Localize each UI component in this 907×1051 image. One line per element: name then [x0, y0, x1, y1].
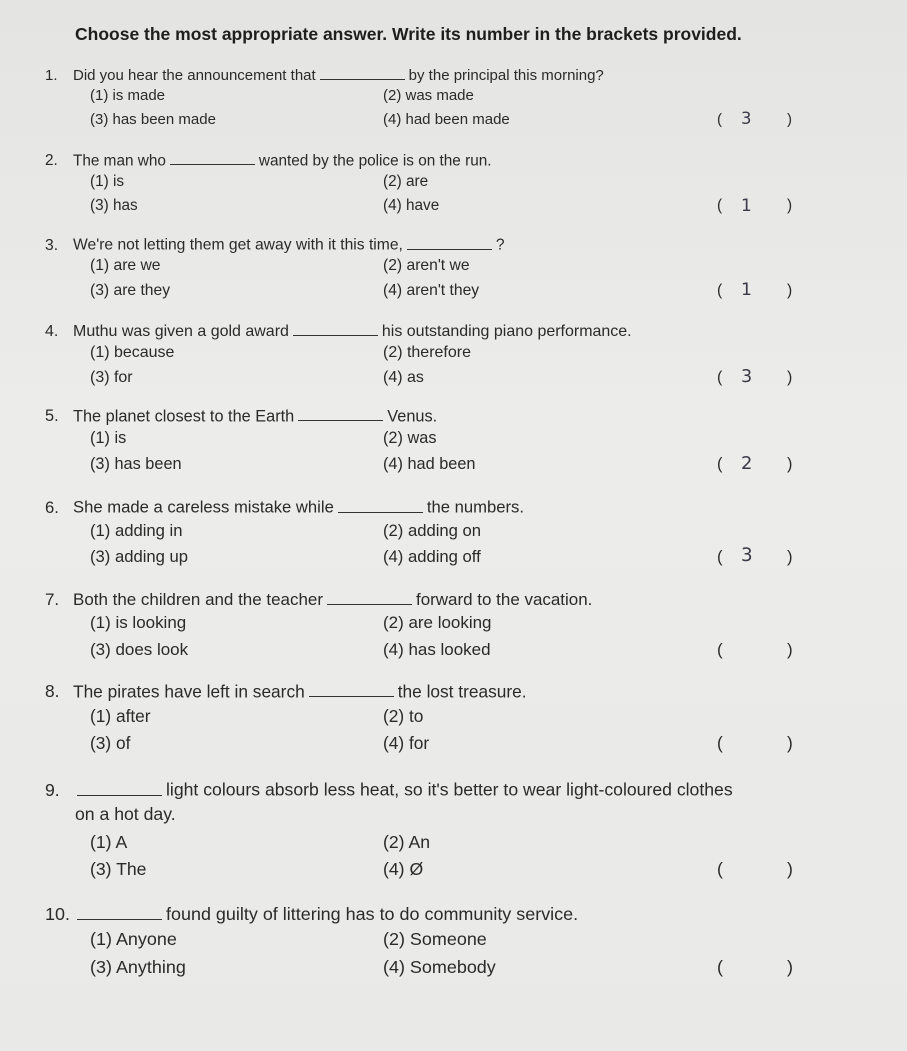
option-2: (2) to — [383, 705, 424, 726]
answer-blank — [320, 64, 405, 80]
option-1: (1) is looking — [90, 613, 187, 633]
handwritten-answer: 3 — [741, 366, 753, 387]
bracket-open: ( — [717, 956, 723, 977]
option-1: (1) because — [90, 343, 175, 361]
handwritten-answer: 1 — [741, 194, 752, 215]
question-stem — [45, 495, 524, 518]
option-1: (1) A — [90, 831, 128, 852]
stem-before: We're not letting them get away with it this time, — [73, 236, 403, 254]
option-3: (3) of — [90, 732, 131, 753]
option-2: (2) was made — [383, 87, 474, 105]
answer-blank — [170, 149, 255, 165]
bracket-open: ( — [717, 196, 723, 214]
handwritten-answer: 1 — [741, 279, 752, 300]
option-2: (2) aren't we — [383, 257, 470, 275]
question-number: 3. — [45, 236, 59, 254]
bracket-close: ) — [787, 546, 793, 566]
option-2: (2) therefore — [383, 343, 471, 361]
question-number: 10. — [45, 903, 70, 924]
option-3: (3) has been — [90, 454, 182, 473]
handwritten-answer: 2 — [741, 452, 753, 474]
option-3: (3) adding up — [90, 546, 189, 566]
option-3: (3) does look — [90, 639, 189, 659]
question-number: 7. — [45, 589, 60, 609]
option-4: (4) for — [383, 732, 430, 753]
question-stem — [45, 319, 632, 341]
stem-after: the lost treasure. — [397, 681, 527, 702]
stem-continuation: on a hot day. — [75, 804, 176, 825]
bracket-close: ) — [787, 110, 792, 128]
stem-after: ? — [495, 236, 505, 254]
stem-before: Muthu was given a gold award — [73, 322, 289, 340]
bracket-open: ( — [717, 546, 723, 566]
question-stem — [45, 901, 578, 925]
option-3: (3) The — [90, 859, 147, 880]
answer-blank — [293, 319, 378, 336]
handwritten-answer: 3 — [741, 108, 752, 128]
stem-after: his outstanding piano performance. — [381, 322, 632, 340]
bracket-close: ) — [787, 196, 793, 214]
bracket-open: ( — [717, 281, 723, 299]
stem-before: The pirates have left in search — [73, 681, 305, 702]
bracket-open: ( — [717, 110, 722, 128]
option-3: (3) has been made — [90, 110, 216, 128]
bracket-open: ( — [717, 732, 723, 753]
question-number: 9. — [45, 779, 60, 800]
stem-after: light colours absorb less heat, so it's better to wear light-coloured clothes — [166, 779, 733, 800]
option-4: (4) Somebody — [383, 956, 496, 977]
stem-after: forward to the vacation. — [416, 589, 593, 609]
stem-before: Both the children and the teacher — [73, 589, 323, 609]
question-number: 4. — [45, 322, 59, 340]
option-1: (1) is — [90, 172, 125, 190]
question-stem — [45, 777, 733, 801]
question-stem — [45, 233, 505, 255]
answer-blank — [77, 777, 162, 796]
bracket-open: ( — [717, 454, 723, 473]
bracket-close: ) — [787, 639, 793, 659]
option-4: (4) have — [383, 196, 440, 214]
question-number: 2. — [45, 152, 58, 170]
option-3: (3) for — [90, 368, 133, 386]
question-stem — [45, 64, 604, 84]
option-2: (2) Someone — [383, 928, 487, 949]
option-4: (4) aren't they — [383, 281, 480, 299]
question-stem — [45, 404, 437, 426]
option-3: (3) are they — [90, 281, 171, 299]
question-number: 8. — [45, 681, 60, 702]
stem-after: the numbers. — [426, 497, 524, 517]
bracket-close: ) — [787, 732, 793, 753]
option-1: (1) after — [90, 705, 151, 726]
option-4: (4) has looked — [383, 639, 491, 659]
option-3: (3) Anything — [90, 956, 186, 977]
question-stem — [45, 679, 527, 702]
option-2: (2) are looking — [383, 613, 492, 633]
stem-before: The planet closest to the Earth — [73, 407, 295, 426]
bracket-open: ( — [717, 368, 723, 386]
option-1: (1) adding in — [90, 520, 183, 540]
option-2: (2) was — [383, 429, 437, 448]
bracket-close: ) — [787, 281, 793, 299]
answer-blank — [77, 901, 162, 920]
bracket-close: ) — [787, 859, 793, 880]
option-2: (2) are — [383, 172, 429, 190]
stem-before: She made a careless mistake while — [73, 497, 334, 517]
question-number: 6. — [45, 497, 59, 517]
bracket-close: ) — [787, 368, 793, 386]
stem-after: by the principal this morning? — [408, 67, 604, 84]
option-1: (1) is made — [90, 87, 166, 105]
option-1: (1) is — [90, 429, 127, 448]
option-4: (4) as — [383, 368, 424, 386]
option-4: (4) adding off — [383, 546, 481, 566]
bracket-open: ( — [717, 859, 723, 880]
option-3: (3) has — [90, 196, 138, 214]
answer-blank — [327, 587, 412, 605]
answer-blank — [338, 495, 423, 513]
option-2: (2) adding on — [383, 520, 482, 540]
option-1: (1) are we — [90, 257, 161, 275]
stem-after: Venus. — [387, 407, 438, 426]
answer-blank — [407, 233, 492, 250]
stem-after: found guilty of littering has to do community service. — [166, 903, 579, 924]
option-4: (4) had been — [383, 454, 476, 473]
bracket-open: ( — [717, 639, 723, 659]
option-4: (4) Ø — [383, 859, 424, 880]
bracket-close: ) — [787, 956, 793, 977]
option-1: (1) Anyone — [90, 928, 177, 949]
question-stem — [45, 149, 492, 170]
bracket-close: ) — [787, 454, 793, 473]
question-stem — [45, 587, 592, 610]
handwritten-answer: 3 — [741, 544, 753, 566]
stem-before: The man who — [73, 152, 166, 170]
option-2: (2) An — [383, 831, 431, 852]
option-4: (4) had been made — [383, 110, 510, 128]
stem-after: wanted by the police is on the run. — [258, 152, 492, 170]
stem-before: Did you hear the announcement that — [73, 67, 316, 84]
answer-blank — [309, 679, 394, 697]
question-number: 5. — [45, 407, 59, 426]
instruction-heading: Choose the most appropriate answer. Write its number in the brackets provided. — [75, 24, 742, 44]
answer-blank — [298, 404, 383, 421]
question-number: 1. — [45, 67, 58, 84]
